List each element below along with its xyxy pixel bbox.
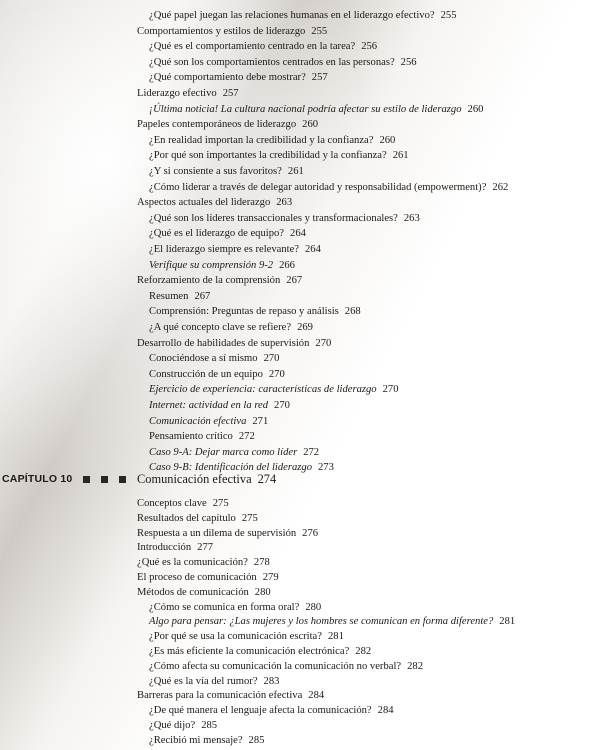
toc-entry-page: 280: [254, 586, 271, 598]
chapter-heading: [0, 472, 600, 488]
toc-entry: [137, 527, 318, 540]
square-bullet-icon: [83, 476, 90, 483]
toc-entry-title: ¿En realidad importan la credibilidad y la confianza?: [149, 134, 374, 146]
toc-entry-title: ¿Es más eficiente la comunicación electrónica?: [149, 646, 350, 657]
square-bullet-icon: [119, 476, 126, 483]
toc-entry: [137, 689, 324, 702]
toc-entry-page: 260: [467, 103, 484, 115]
toc-entry-title: Introducción: [137, 542, 192, 554]
toc-entry: [149, 430, 255, 443]
toc-entry-page: 272: [238, 431, 255, 443]
toc-entry-title: ¿Qué es la comunicación?: [137, 557, 248, 569]
toc-entry-page: 284: [377, 705, 394, 717]
toc-entry-page: 270: [382, 384, 399, 396]
toc-entry-title: Papeles contemporáneos de liderazgo: [137, 119, 297, 131]
chapter-page: 274: [257, 472, 277, 486]
toc-entry-title: Comprensión: Preguntas de repaso y análisis: [149, 306, 339, 318]
toc-entry-page: 284: [308, 690, 325, 702]
toc-entry: [149, 615, 515, 628]
toc-entry-title: ¿Qué dijo?: [149, 720, 196, 731]
toc-entry-page: 281: [327, 631, 344, 643]
toc-entry-page: 276: [302, 527, 319, 539]
toc-entry-title: ¿Y si consiente a sus favoritos?: [149, 166, 282, 177]
toc-entry-title: Respuesta a un dilema de supervisión: [137, 527, 297, 539]
toc-entry-page: 257: [222, 88, 239, 99]
toc-entry-title: Resultados del capítulo: [137, 512, 236, 524]
toc-entry: [149, 630, 344, 643]
toc-entry-title: ¿Qué comportamiento debe mostrar?: [149, 72, 306, 84]
toc-entry-page: 270: [268, 368, 285, 380]
toc-entry-title: ¿Cómo liderar a través de delegar autoridad y responsabilidad (empowerment)?: [149, 181, 487, 193]
toc-entry-title: Liderazgo efectivo: [137, 88, 217, 99]
toc-entry: [149, 601, 321, 614]
toc-entry: [149, 9, 457, 22]
toc-entry-page: 257: [311, 72, 328, 84]
toc-entry: [137, 274, 302, 287]
toc-entry: [137, 541, 213, 554]
toc-entry-page: 272: [303, 446, 320, 458]
toc-entry: [149, 446, 319, 459]
toc-entry-page: 270: [315, 337, 332, 349]
toc-entry-title: ¿Por qué se usa la comunicación escrita?: [149, 631, 322, 643]
toc-entry-title: ¿Qué son los comportamientos centrados en las personas?: [149, 56, 395, 68]
toc-entry: [149, 368, 285, 381]
toc-entry-title: Caso 9-A: Dejar marca como líder: [149, 446, 298, 458]
toc-entry-title: Comunicación efectiva: [149, 415, 247, 427]
toc-entry: [149, 259, 295, 272]
toc-entry-title: ¿De qué manera el lenguaje afecta la comunicación?: [149, 705, 372, 717]
toc-entry: [149, 305, 361, 318]
toc-entry-title: Algo para pensar: ¿Las mujeres y los hombres se comunican en forma diferente?: [149, 616, 494, 628]
toc-entry-page: 282: [355, 646, 372, 657]
toc-entry-title: Aspectos actuales del liderazgo: [137, 197, 271, 209]
toc-entry: [149, 660, 423, 673]
toc-entry-page: 268: [344, 306, 361, 318]
toc-entry: [149, 704, 394, 717]
toc-entry: [149, 675, 279, 688]
toc-entry-page: 267: [194, 290, 211, 302]
toc-entry-title: ¿Cómo se comunica en forma oral?: [149, 601, 300, 613]
toc-entry-page: 277: [197, 542, 214, 554]
toc-entry-page: 261: [392, 150, 409, 162]
toc-entry-page: 285: [248, 734, 265, 746]
toc-entry-title: ¿Qué es el comportamiento centrado en la tarea?: [149, 41, 356, 53]
toc-entry-page: 256: [361, 41, 378, 53]
toc-entry-title: Internet: actividad en la red: [149, 400, 269, 411]
toc-entry-title: Resumen: [149, 290, 189, 302]
toc-entry: [137, 556, 270, 569]
toc-entry-page: 264: [305, 244, 321, 255]
toc-entry-title: Conociéndose a sí mismo: [149, 353, 258, 365]
toc-entry-page: 281: [499, 616, 516, 628]
toc-entry-title: Comportamientos y estilos de liderazgo: [137, 25, 306, 37]
toc-entry-title: ¿Cómo afecta su comunicación la comunicación no verbal?: [149, 660, 402, 672]
toc-entry: [137, 118, 318, 131]
toc-entry-title: Desarrollo de habilidades de supervisión: [137, 337, 310, 349]
toc-entry: [149, 734, 264, 747]
toc-entry: [149, 165, 304, 178]
toc-entry-title: Pensamiento crítico: [149, 431, 233, 443]
square-bullet-icon: [101, 476, 108, 483]
toc-entry-page: 279: [262, 572, 279, 583]
toc-entry-title: Métodos de comunicación: [137, 586, 249, 598]
toc-entry: [137, 196, 292, 209]
toc-entry-title: Barreras para la comunicación efectiva: [137, 690, 303, 702]
toc-entry-title: Caso 9-B: Identificación del liderazgo: [149, 462, 312, 474]
toc-entry: [149, 719, 217, 732]
toc-entry: [149, 40, 377, 53]
toc-entry-page: 271: [252, 415, 269, 427]
toc-entry-title: Verifique su comprensión 9-2: [149, 259, 274, 271]
toc-entry-page: 280: [305, 601, 322, 613]
toc-entry-title: ¿Qué papel juegan las relaciones humanas en el liderazgo efectivo?: [149, 10, 435, 21]
toc-entry-title: ¿Qué son los líderes transaccionales y transformacionales?: [149, 212, 398, 224]
toc-entry-title: ¿A qué concepto clave se refiere?: [149, 322, 292, 333]
toc-entry: [149, 181, 508, 194]
toc-entry-page: 273: [318, 462, 334, 474]
toc-entry: [149, 71, 328, 84]
toc-entry: [149, 290, 210, 303]
chapter-label: CAPÍTULO 10: [2, 473, 73, 485]
toc-entry-title: Reforzamiento de la comprensión: [137, 275, 281, 287]
toc-entry-title: ¿Qué es el liderazgo de equipo?: [149, 228, 285, 240]
toc-entry-page: 267: [286, 275, 303, 287]
toc-entry-page: 285: [201, 720, 218, 731]
toc-entry: [149, 243, 321, 256]
toc-entry-title: ¡Última noticia! La cultura nacional podría afectar su estilo de liderazgo: [149, 103, 462, 115]
toc-entry-page: 270: [274, 400, 290, 411]
toc-entry-page: 262: [492, 181, 509, 193]
toc-entry-page: 270: [263, 353, 280, 365]
toc-entry: [137, 497, 229, 510]
toc-entry: [149, 352, 279, 365]
toc-entry: [137, 586, 271, 599]
toc-entry-page: 255: [311, 25, 328, 37]
toc-entry-page: 261: [287, 166, 304, 177]
toc-entry-title: El proceso de comunicación: [137, 572, 257, 583]
toc-entry: [149, 56, 417, 69]
toc-entry: [149, 383, 399, 396]
toc-entry-page: 260: [379, 134, 396, 146]
toc-entry-page: 255: [440, 10, 457, 21]
toc-entry: [149, 149, 409, 162]
toc-entry-page: 256: [400, 56, 417, 68]
toc-entry-page: 260: [302, 119, 319, 131]
toc-entry: [149, 645, 371, 658]
toc-entry-page: 263: [403, 212, 420, 224]
toc-entry-page: 283: [263, 675, 280, 687]
toc-entry: [137, 571, 279, 584]
toc-entry: [137, 337, 331, 350]
toc-entry: [149, 415, 268, 428]
toc-entry-title: ¿Por qué son importantes la credibilidad y la confianza?: [149, 150, 387, 162]
toc-entry: [149, 212, 420, 225]
toc-entry-page: 269: [297, 322, 313, 333]
toc-entry: [149, 103, 483, 116]
toc-entry-page: 264: [290, 228, 306, 240]
toc-entry: [149, 227, 306, 240]
toc-entry: [149, 134, 395, 147]
toc-entry: [137, 512, 258, 525]
chapter-title: [137, 472, 276, 487]
toc-entry: [149, 321, 313, 334]
toc-entry: [149, 399, 290, 412]
toc-entry-title: Construcción de un equipo: [149, 368, 263, 380]
toc-entry-title: ¿El liderazgo siempre es relevante?: [149, 244, 299, 255]
toc-entry-page: 278: [253, 557, 270, 569]
toc-entry-page: 263: [276, 197, 293, 209]
chapter-title-text: Comunicación efectiva: [137, 472, 252, 486]
toc-entry-page: 275: [212, 498, 229, 509]
toc-entry-title: Conceptos clave: [137, 498, 207, 509]
toc-entry: [137, 25, 327, 38]
toc-entry-title: ¿Recibió mi mensaje?: [149, 734, 243, 746]
toc-entry-title: Ejercicio de experiencia: características de liderazgo: [149, 384, 377, 396]
toc-entry-title: ¿Qué es la vía del rumor?: [149, 675, 258, 687]
toc-entry-page: 266: [279, 259, 295, 271]
toc-entry-page: 282: [407, 660, 423, 672]
toc-entry-page: 275: [241, 512, 258, 524]
toc-entry: [137, 87, 239, 100]
